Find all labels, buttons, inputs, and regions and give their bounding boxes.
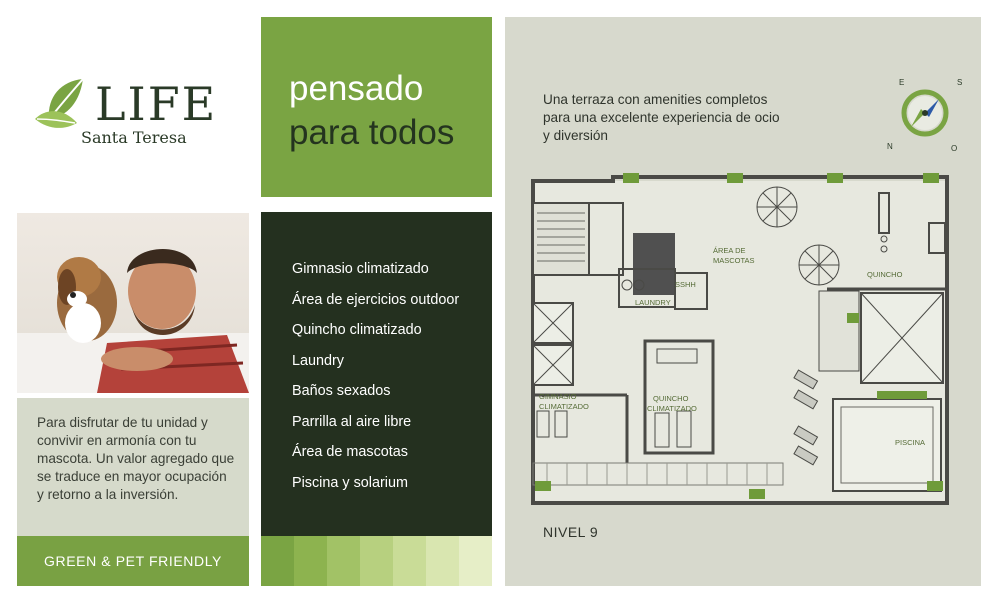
swatch (294, 536, 327, 586)
amenity-item: Quincho climatizado (292, 322, 422, 338)
hero-photo (17, 213, 249, 393)
plan-label-pets-2: MASCOTAS (713, 256, 755, 265)
level-label: NIVEL 9 (543, 524, 599, 540)
floorplan-drawing (527, 173, 955, 515)
amenities-panel (261, 212, 492, 536)
plan-label-gym-2: CLIMATIZADO (539, 402, 589, 411)
terrace-description: Una terraza con amenities completos para una excelente experiencia de ocio y diversión (543, 92, 780, 143)
amenity-item: Área de mascotas (292, 444, 408, 460)
logo-wordmark: LIFE (95, 77, 218, 131)
description-panel (17, 398, 249, 536)
plan-label-pool: PISCINA (895, 438, 926, 447)
tag-label: GREEN & PET FRIENDLY (44, 553, 222, 569)
compass-letter: E (899, 78, 905, 87)
description-text: Para disfrutar de tu unidad y convivir en armonía con tu mascota. Un valor agregado que se traduce en mayor ocupación y retorno a la inversión. (37, 415, 235, 502)
swatch (393, 536, 426, 586)
plan-label-gym: GIMNASIO (539, 392, 577, 401)
color-swatches (261, 536, 492, 586)
plan-label-quincho: QUINCHO (867, 270, 903, 279)
headline-panel (261, 17, 492, 197)
swatch (327, 536, 360, 586)
compass-letter: S (957, 78, 963, 87)
compass-icon (885, 73, 965, 153)
amenity-item: Área de ejercicios outdoor (292, 291, 460, 308)
logo-panel (17, 17, 249, 197)
swatch (459, 536, 492, 586)
amenity-item: Baños sexados (292, 383, 391, 399)
plan-label-sshh: SSHH (675, 280, 696, 289)
plan-label-quincho-climatizado-2: CLIMATIZADO (647, 404, 697, 413)
headline-line-1: pensado (289, 69, 424, 108)
compass-letter: O (951, 144, 958, 153)
swatch (261, 536, 294, 586)
man-with-dog-photo-icon (17, 213, 249, 393)
amenity-item: Parrilla al aire libre (292, 413, 412, 430)
plan-label-laundry: LAUNDRY (635, 298, 671, 307)
logo-subtitle: Santa Teresa (81, 128, 187, 147)
amenities-list (292, 258, 459, 502)
amenity-item: Piscina y solarium (292, 474, 408, 491)
amenity-item: Gimnasio climatizado (292, 261, 429, 277)
amenity-item: Laundry (292, 352, 345, 369)
floorplan-panel (505, 17, 981, 586)
plan-label-pets: ÁREA DE (713, 246, 746, 255)
plan-label-quincho-climatizado: QUINCHO (653, 394, 689, 403)
tag-bar (17, 536, 249, 586)
headline-line-2: para todos (289, 113, 455, 152)
compass-letter: N (887, 142, 893, 151)
swatch (360, 536, 393, 586)
swatch (426, 536, 459, 586)
